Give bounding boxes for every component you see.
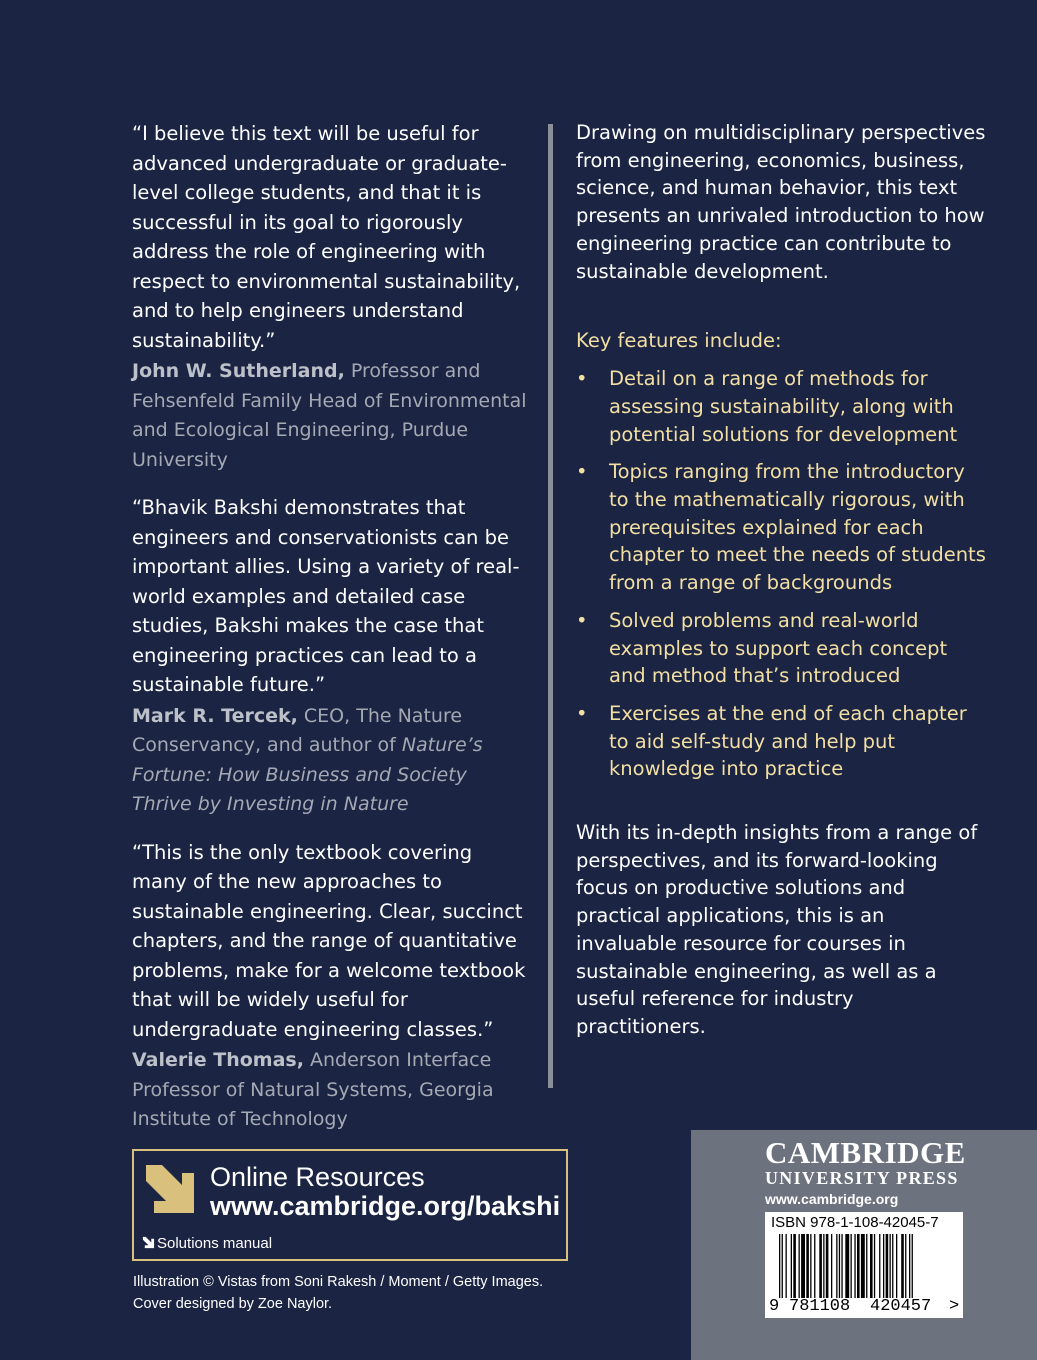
small-arrow-icon <box>142 1236 155 1249</box>
feature-item: • Detail on a range of methods for assessing sustainability, along with potential solutions for development <box>576 367 958 446</box>
online-resources-title: Online Resources <box>210 1162 425 1192</box>
cover-credits <box>133 1271 543 1315</box>
publisher-press: UNIVERSITY PRESS <box>765 1168 959 1188</box>
isbn-barcode <box>765 1212 963 1318</box>
book-closing-paragraph: With its in-depth insights from a range of perspectives, and its forward-looking focus on productive solutions and practical applications, this is an invaluable resource for courses in sustainable engineering, as well as a useful reference for industry practitioners. <box>576 821 978 1038</box>
endorsements-column <box>132 119 532 1135</box>
key-features-heading: Key features include: <box>576 329 782 353</box>
feature-item: • Exercises at the end of each chapter to aid self-study and help put knowledge into practice <box>576 701 967 781</box>
endorsement-quote-1: “I believe this text will be useful for advanced undergraduate or graduate-level college students, and that it is successful in its goal to rigorously address the role of engineering with respect to environmental sustainability, and to help engineers understand sustainability.” <box>132 122 521 352</box>
endorser-book-title: Nature’s Fortune: How Business and Society Thrive by Investing in Nature <box>132 734 483 815</box>
endorsement-attribution-2 <box>132 702 532 820</box>
publisher-name: CAMBRIDGE <box>765 1135 966 1170</box>
endorsement-attribution-3 <box>132 1046 532 1135</box>
endorser-role-3: Anderson Interface Professor of Natural Systems, Georgia Institute of Technology <box>132 1049 494 1130</box>
design-credit: Cover designed by Zoe Naylor. <box>133 1296 333 1312</box>
key-features-list <box>576 365 986 783</box>
bullet-icon: • <box>576 701 588 725</box>
isbn-label: ISBN 978-1-108-42045-7 <box>771 1214 939 1231</box>
column-divider <box>548 124 553 1088</box>
barcode-quiet-mark: > <box>949 1297 960 1316</box>
book-intro: Drawing on multidisciplinary perspectives from engineering, economics, business, science, and human behavior, this text presents an unrivaled introduction to how engineering practice can contribute to sustainable development. <box>576 121 986 283</box>
barcode-left-digits: 781108 <box>789 1297 851 1316</box>
solutions-manual-label: Solutions manual <box>157 1235 273 1252</box>
solutions-manual-item[interactable] <box>142 1234 272 1254</box>
feature-item: • Topics ranging from the introductory to the mathematically rigorous, with prerequisites explained for each chapter to meet the needs of students from a range of backgrounds <box>576 460 986 595</box>
publisher-url: www.cambridge.org <box>765 1191 899 1207</box>
description-column <box>576 119 986 1041</box>
endorser-role-1: Professor and Fehsenfeld Family Head of Environmental and Ecological Engineering, Purdue University <box>132 360 527 471</box>
endorser-role-2: CEO, The Nature Conservancy, and author of <box>132 704 463 756</box>
endorser-name-3: Valerie Thomas, <box>132 1049 304 1071</box>
bullet-icon: • <box>576 608 588 632</box>
endorsement-quote-2: “Bhavik Bakshi demonstrates that engineers and conservationists can be important allies. Using a variety of real-world examples and detailed case studies, Bakshi makes the case that engineering practices can lead to a sustainable future.” <box>132 496 520 696</box>
online-resources-box[interactable] <box>132 1149 568 1261</box>
barcode-digits <box>765 1298 963 1316</box>
feature-item: • Solved problems and real-world examples to support each concept and method that’s introduced <box>576 608 948 688</box>
endorser-name-2: Mark R. Tercek, <box>132 704 298 727</box>
bullet-icon: • <box>576 460 588 484</box>
arrow-down-right-icon <box>142 1161 198 1217</box>
barcode-bars <box>779 1234 961 1304</box>
bullet-icon: • <box>576 367 588 391</box>
barcode-right-digits: 420457 <box>870 1297 932 1316</box>
publisher-panel <box>691 1130 1037 1360</box>
endorsement-attribution-1 <box>132 357 532 475</box>
endorsement-quote-3: “This is the only textbook covering many of the new approaches to sustainable engineering. Clear, succinct chapters, and the range of quantitative problems, make for a welcome textbook that will be widely useful for undergraduate engineering classes.” <box>132 840 526 1041</box>
illustration-credit: Illustration © Vistas from Soni Rakesh / Moment / Getty Images. <box>133 1274 544 1290</box>
online-resources-url[interactable]: www.cambridge.org/bakshi <box>210 1191 561 1221</box>
endorser-name-1: John W. Sutherland, <box>132 360 345 382</box>
barcode-lead-digit: 9 <box>769 1297 780 1316</box>
